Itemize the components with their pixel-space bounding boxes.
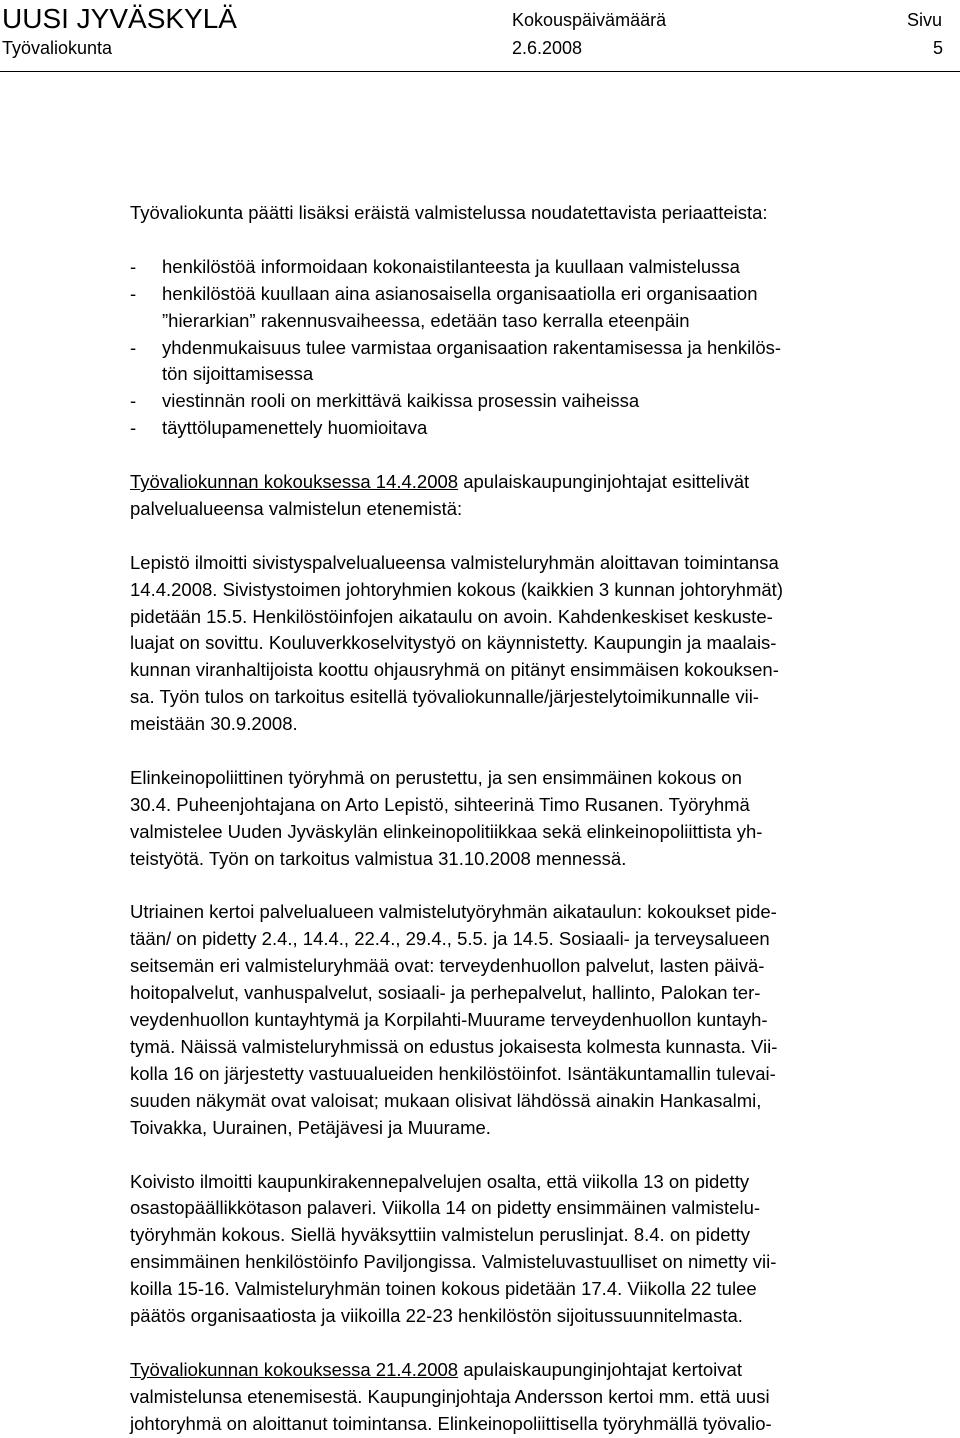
text-line: valmistelee Uuden Jyväskylän elinkeinopolitiikkaa sekä elinkeinopoliittista yh- — [130, 820, 763, 842]
text-line: tymä. Näissä valmisteluryhmissä on edustus jokaisesta kolmesta kunnasta. Vii- — [130, 1036, 778, 1058]
text-line: teistyötä. Työn on tarkoitus valmistua 31.10.2008 mennessä. — [130, 847, 627, 869]
bullet-marker: - — [130, 255, 137, 277]
meeting-date-label: Kokouspäivämäärä — [512, 10, 667, 30]
bullet-marker: - — [130, 336, 137, 358]
text-line: Koivisto ilmoitti kaupunkirakennepalvelujen osalta, että viikolla 13 on pidetty — [130, 1170, 750, 1192]
meeting-reference: Työvaliokunnan kokouksessa 21.4.2008 — [130, 1358, 459, 1380]
text-line: valmistelunsa etenemisestä. Kaupunginjohtaja Andersson kertoi mm. että uusi — [130, 1385, 770, 1407]
text-line: kolla 16 on järjestetty vastuualueiden henkilöstöinfot. Isäntäkuntamallin tulevai- — [130, 1062, 776, 1084]
page-label: Sivu — [907, 10, 943, 30]
list-item — [130, 415, 930, 442]
principles-list — [130, 254, 930, 442]
text-line: Toivakka, Uurainen, Petäjävesi ja Muurame. — [130, 1116, 491, 1138]
list-item — [130, 335, 930, 362]
text-line: Lepistö ilmoitti sivistyspalvelualueensa valmisteluryhmän aloittavan toimintansa — [130, 551, 779, 573]
koivisto-paragraph — [130, 1169, 930, 1330]
organization-name: UUSI JYVÄSKYLÄ — [2, 3, 237, 34]
bullet-marker: - — [130, 390, 137, 412]
meeting-date: 2.6.2008 — [512, 38, 583, 58]
page-number: 5 — [933, 38, 944, 58]
list-item — [130, 281, 930, 308]
list-item-text: yhdenmukaisuus tulee varmistaa organisaation rakentamisessa ja henkilös- — [162, 336, 782, 358]
text-line: sa. Työn tulos on tarkoitus esitellä työvaliokunnalle/järjestelytoimikunnalle vii- — [130, 686, 759, 708]
utriainen-paragraph — [130, 899, 930, 1141]
bullet-marker: - — [130, 417, 137, 439]
text-line — [130, 1357, 930, 1384]
text-line: johtoryhmä on aloittanut toimintansa. Elinkeinopoliittisella työryhmällä työvalio- — [130, 1412, 772, 1434]
text-line: veydenhuollon kuntayhtymä ja Korpilahti-Muurame terveydenhuollon kuntayh- — [130, 1009, 768, 1031]
meeting-paragraph-1 — [130, 469, 930, 523]
text-line: työryhmän kokous. Siellä hyväksyttiin valmistelun peruslinjat. 8.4. on pidetty — [130, 1224, 751, 1246]
text-line: ensimmäinen henkilöstöinfo Paviljongissa. Valmisteluvastuulliset on nimetty vii- — [130, 1251, 777, 1273]
text-span: apulaiskaupunginjohtajat esittelivät — [458, 471, 750, 493]
list-item-text: henkilöstöä informoidaan kokonaistilanteesta ja kuullaan valmistelussa — [162, 255, 740, 277]
text-line: pidetään 15.5. Henkilöstöinfojen aikataulu on avoin. Kahdenkeskiset keskuste- — [130, 605, 773, 627]
text-line: koilla 15-16. Valmisteluryhmän toinen kokous pidetään 17.4. Viikolla 22 tulee — [130, 1278, 757, 1300]
text-line: Elinkeinopoliittinen työryhmä on perustettu, ja sen ensimmäinen kokous on — [130, 766, 742, 788]
document-body — [130, 200, 930, 1438]
list-item-continuation: ”hierarkian” rakennusvaiheessa, edetään taso kerralla eteenpäin — [162, 309, 690, 331]
text-line: suuden näkymät ovat valoisat; mukaan olisivat lähdössä ainakin Hankasalmi, — [130, 1089, 762, 1111]
text-line: 14.4.2008. Sivistystoimen johtoryhmien kokous (kaikkien 3 kunnan johtoryhmät) — [130, 578, 783, 600]
list-item-continuation: tön sijoittamisessa — [162, 363, 314, 385]
list-item — [130, 388, 930, 415]
list-item-text: viestinnän rooli on merkittävä kaikissa prosessin vaiheissa — [162, 390, 640, 412]
elinkeino-paragraph — [130, 765, 930, 873]
list-item-text: henkilöstöä kuullaan aina asianosaisella organisaatiolla eri organisaation — [162, 282, 758, 304]
text-line: osastopäällikkötason palaveri. Viikolla 14 on pidetty ensimmäinen valmistelu- — [130, 1197, 761, 1219]
committee-name: Työvaliokunta — [2, 38, 113, 58]
text-line: luajat on sovittu. Kouluverkkoselvitystyö on käynnistetty. Kaupungin ja maalais- — [130, 632, 777, 654]
list-item-text: täyttölupamenettely huomioitava — [162, 417, 428, 439]
text-line: tään/ on pidetty 2.4., 14.4., 22.4., 29.4., 5.5. ja 14.5. Sosiaali- ja terveysalueen — [130, 928, 770, 950]
text-line: palvelualueensa valmistelun etenemistä: — [130, 497, 463, 519]
meeting-paragraph-2 — [130, 1357, 930, 1438]
intro-paragraph: Työvaliokunta päätti lisäksi eräistä valmistelussa noudatettavista periaatteista: — [130, 202, 768, 223]
text-line: meistään 30.9.2008. — [130, 713, 298, 735]
text-line — [130, 469, 930, 496]
text-line: päätös organisaatiosta ja viikoilla 22-23 henkilöstön sijoitussuunnitelmasta. — [130, 1305, 743, 1327]
text-line: 30.4. Puheenjohtajana on Arto Lepistö, sihteerinä Timo Rusanen. Työryhmä — [130, 793, 750, 815]
text-line: Utriainen kertoi palvelualueen valmistelutyöryhmän aikataulun: kokoukset pide- — [130, 901, 777, 923]
list-item — [130, 254, 930, 281]
text-line: kunnan viranhaltijoista koottu ohjausryhmä on pitänyt ensimmäisen kokouksen- — [130, 659, 779, 681]
text-line: seitsemän eri valmisteluryhmää ovat: terveydenhuollon palvelut, lasten päivä- — [130, 955, 765, 977]
bullet-marker: - — [130, 282, 137, 304]
header-divider — [0, 71, 960, 72]
lepisto-paragraph — [130, 550, 930, 738]
text-span: apulaiskaupunginjohtajat kertoivat — [458, 1358, 742, 1380]
meeting-reference: Työvaliokunnan kokouksessa 14.4.2008 — [130, 471, 459, 493]
text-line: hoitopalvelut, vanhuspalvelut, sosiaali- ja perhepalvelut, hallinto, Palokan ter- — [130, 982, 761, 1004]
